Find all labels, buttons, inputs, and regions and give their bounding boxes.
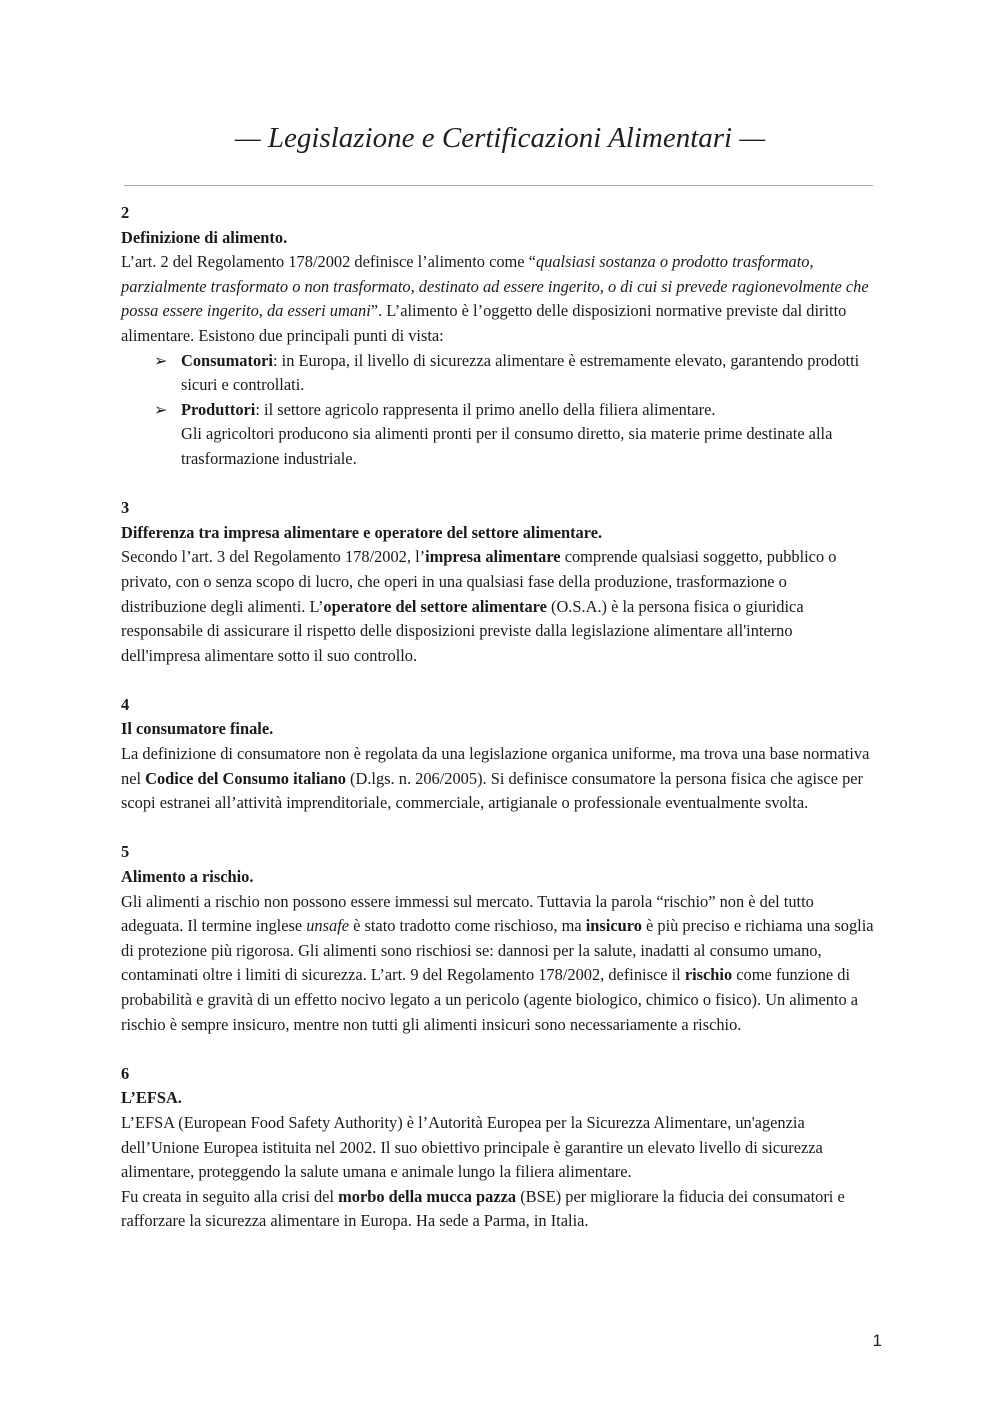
bold-text: insicuro: [585, 916, 642, 936]
text-run: Gli agricoltori producono sia alimenti pronti per il consumo diretto, sia materie prime destinate alla trasformazione industriale.: [181, 424, 833, 468]
text-run: ”. L’alimento è l’oggetto delle disposizioni normative previste dal diritto alimentare. Esistono due principali punti di vista:: [121, 301, 847, 345]
section-title: Differenza tra impresa alimentare e operatore del settore alimentare.: [121, 522, 603, 542]
paragraph: [121, 1111, 876, 1234]
bold-text: operatore del settore alimentare: [323, 596, 547, 616]
text-run: comprende qualsiasi soggetto, pubblico o privato, con o senza scopo di lucro, che operi in una qualsiasi fase della produzione, trasformazione o distribuzione degli alimenti. L’: [121, 547, 837, 616]
page-number: 1: [872, 1331, 882, 1350]
bold-text: impresa alimentare: [425, 547, 561, 567]
paragraph: [121, 545, 876, 668]
text-run: : in Europa, il livello di sicurezza alimentare è estremamente elevato, garantendo prodotti sicuri e controllati.: [181, 350, 860, 395]
section-5: [121, 840, 876, 1037]
paragraph: [121, 250, 876, 348]
section-title: Alimento a rischio.: [121, 867, 254, 887]
bold-text: Produttori: [181, 399, 256, 419]
text-run: Fu creata in seguito alla crisi del: [121, 1186, 339, 1206]
bold-text: rischio: [684, 965, 733, 985]
section-title: Il consumatore finale.: [121, 719, 274, 739]
bold-text: morbo della mucca pazza: [338, 1186, 517, 1206]
text-run: L’EFSA (European Food Safety Authority) è l’Autorità Europea per la Sicurezza Alimentare, un'agenzia dell’Unione Europea istituita nel 2002. Il suo obiettivo principale è garantire un elevato livello di sicurezza alimentare, proteggendo la salute umana e animale lungo la filiera alimentare.: [121, 1112, 823, 1182]
bold-text: Codice del Consumo italiano: [145, 768, 346, 788]
section-2: [121, 201, 876, 472]
text-run: Gli alimenti a rischio non possono essere immessi sul mercato. Tuttavia la parola “rischio” non è del tutto adeguata. Il termine inglese: [121, 891, 814, 936]
italic-text: qualsiasi sostanza o prodotto trasformato, parzialmente trasformato o non trasformato, destinato ad essere ingerito, o di cui si prevede ragionevolmente che possa essere ingerito, da esseri umani: [121, 252, 869, 321]
text-run: (BSE) per migliorare la fiducia dei consumatori e rafforzare la sicurezza alimentare in Europa. Ha sede a Parma, in Italia.: [121, 1186, 845, 1231]
text-run: (O.S.A.) è la persona fisica o giuridica responsabile di assicurare il rispetto delle disposizioni previste dalla legislazione alimentare all'interno dell'impresa alimentare sotto il suo controllo.: [121, 596, 804, 665]
section-number: 2: [121, 203, 130, 222]
text-run: La definizione di consumatore non è regolata da una legislazione organica uniforme, ma trova una base normativa nel: [121, 744, 870, 788]
bold-text: Consumatori: [181, 350, 273, 370]
section-number: 6: [121, 1063, 130, 1083]
text-run: è stato tradotto come rischioso, ma: [349, 916, 586, 936]
section-number: 5: [121, 842, 130, 862]
section-number: 3: [121, 498, 130, 518]
section-title: L’EFSA.: [121, 1088, 182, 1108]
document-body: [121, 201, 876, 1234]
paragraph: [121, 890, 876, 1038]
section-title: Definizione di alimento.: [121, 227, 288, 247]
text-run: L’art. 2 del Regolamento 178/2002 definisce l’alimento come “: [121, 252, 536, 272]
bullet-item: [121, 398, 876, 472]
bullet-item: [121, 349, 876, 398]
text-run: : il settore agricolo rappresenta il primo anello della filiera alimentare.: [255, 399, 716, 419]
text-run: è più preciso e richiama una soglia di protezione più rigorosa. Gli alimenti sono rischiosi se: dannosi per la salute, inadatti al consumo umano, contaminati oltre i limiti di sicurezza. L’art. 9 del Regolamento 178/2002, definisce il: [121, 916, 874, 985]
text-run: come funzione di probabilità e gravità di un effetto nocivo legato a un pericolo (agente biologico, chimico o fisico). Un alimento a rischio è sempre insicuro, mentre non tutti gli alimenti insicuri sono necessariamente a rischio.: [121, 965, 859, 1034]
section-6: [121, 1062, 876, 1234]
section-4: [121, 693, 876, 816]
paragraph: [121, 742, 876, 816]
text-run: Secondo l’art. 3 del Regolamento 178/2002, l’: [121, 547, 426, 567]
bullet-list: [121, 349, 876, 472]
section-number: 4: [121, 694, 130, 714]
title-divider: [124, 185, 873, 186]
arrow-bullet-icon: ➢: [154, 399, 168, 419]
page-title: — Legislazione e Certificazioni Alimentari —: [234, 122, 766, 154]
arrow-bullet-icon: ➢: [154, 350, 168, 370]
text-run: (D.lgs. n. 206/2005). Si definisce consumatore la persona fisica che agisce per scopi estranei all’attività imprenditoriale, commerciale, artigianale o professionale eventualmente svolta.: [121, 768, 863, 813]
section-3: [121, 496, 876, 668]
italic-text: unsafe: [306, 916, 350, 936]
